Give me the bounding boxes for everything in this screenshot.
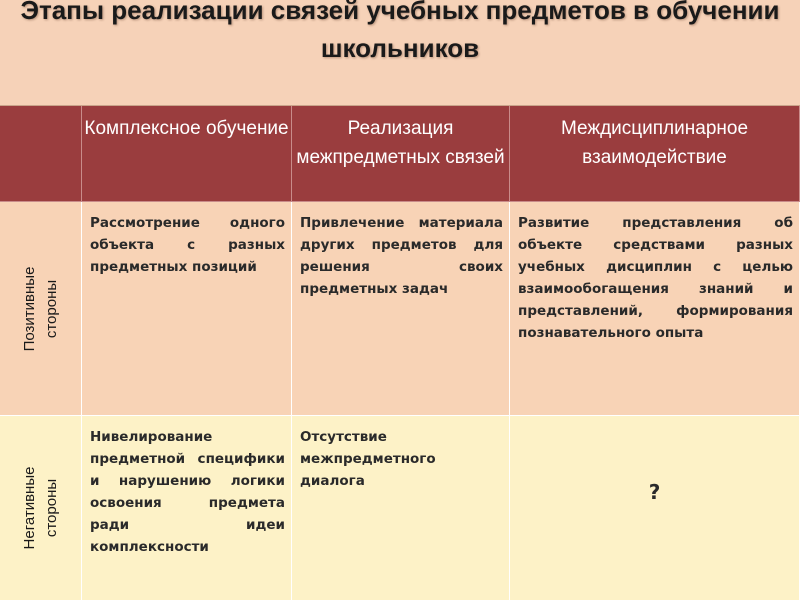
positive-interdisciplinary-text: Развитие представления об объекте средствами разных учебных дисциплин с целью взаимообогащения знаний и представлений, формирования познавательного опыта [518,215,793,341]
stages-table [0,106,800,600]
table-cell [292,416,510,600]
question-mark: ? [648,480,661,504]
title-banner [0,0,800,106]
header-corner-cell [0,106,82,202]
slide-title: Этапы реализации связей учебных предметов в обучении школьников [20,0,780,63]
positive-complex-text: Рассмотрение одного объекта с разных предметных позиций [90,215,285,275]
column-header-complex-learning: Комплексное обучение [82,106,292,202]
table-cell [82,416,292,600]
column-header-interdisciplinary: Междисциплинарное взаимодействие [510,106,800,202]
row-label-negative-text: Негативные стороны [20,466,60,550]
table-cell [510,416,800,600]
table-cell [510,202,800,416]
table-cell [292,202,510,416]
positive-intersubject-text: Привлечение материала других предметов для решения своих предметных задач [300,215,503,297]
table-cell [82,202,292,416]
column-header-intersubject-links: Реализация межпредметных связей [292,106,510,202]
row-label-positive [19,254,63,364]
negative-complex-text: Нивелирование предметной специфики и нарушению логики освоения предмета ради идеи комплексности [90,429,285,555]
row-label-cell-positive [0,202,82,416]
row-label-cell-negative [0,416,82,600]
negative-intersubject-text: Отсутствие межпредметного диалога [300,429,436,489]
row-label-positive-text: Позитивные стороны [20,266,60,351]
row-label-negative [19,453,63,563]
